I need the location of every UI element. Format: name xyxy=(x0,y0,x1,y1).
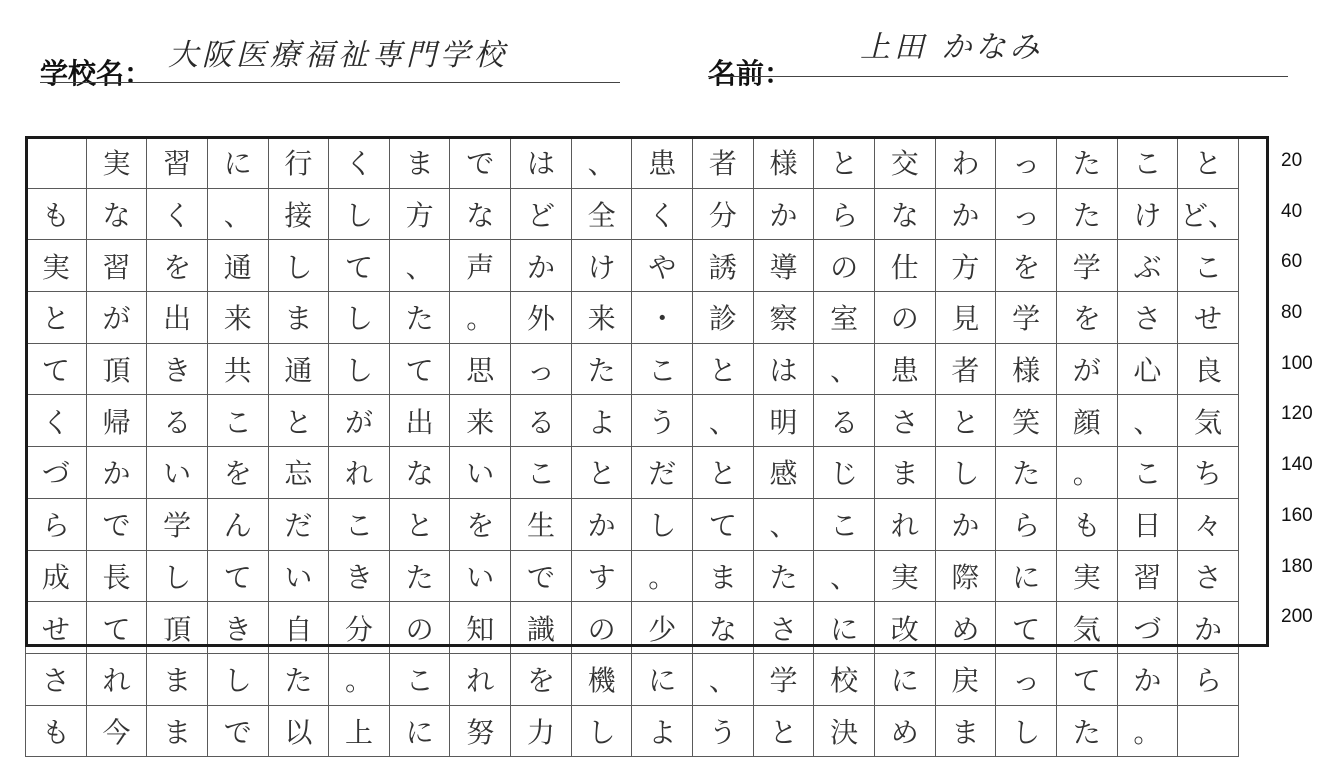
grid-cell: 心 xyxy=(1117,343,1178,395)
grid-cell: も xyxy=(26,705,87,757)
grid-cell: と xyxy=(571,447,632,499)
grid-cell: 、 xyxy=(693,395,754,447)
grid-cell: め xyxy=(874,705,935,757)
char-count-label: 120 xyxy=(1281,403,1313,425)
grid-cell: せ xyxy=(1178,292,1239,344)
grid-cell: い xyxy=(147,447,208,499)
grid-cell: ら xyxy=(26,498,87,550)
grid-cell: 来 xyxy=(450,395,511,447)
grid-cell: 見 xyxy=(935,292,996,344)
grid-cell: で xyxy=(86,498,147,550)
grid-cell: れ xyxy=(329,447,390,499)
grid-cell: で xyxy=(511,550,572,602)
grid-cell: に xyxy=(632,653,693,705)
grid-row xyxy=(26,240,1239,292)
grid-cell: 頂 xyxy=(147,602,208,654)
grid-cell: 来 xyxy=(207,292,268,344)
grid-cell: こ xyxy=(632,343,693,395)
grid-cell: い xyxy=(450,550,511,602)
grid-cell: 学 xyxy=(753,653,814,705)
grid-cell: 患 xyxy=(874,343,935,395)
grid-cell: こ xyxy=(1178,240,1239,292)
grid-cell: な xyxy=(693,602,754,654)
grid-cell: し xyxy=(329,343,390,395)
grid-cell: だ xyxy=(268,498,329,550)
grid-cell: こ xyxy=(1117,137,1178,189)
grid-cell: と xyxy=(268,395,329,447)
grid-cell: 。 xyxy=(1117,705,1178,757)
grid-cell: し xyxy=(147,550,208,602)
grid-cell: 実 xyxy=(26,240,87,292)
grid-cell: し xyxy=(571,705,632,757)
grid-cell: 行 xyxy=(268,137,329,189)
grid-cell: 出 xyxy=(389,395,450,447)
grid-cell: た xyxy=(1056,137,1117,189)
grid-cell: 分 xyxy=(693,188,754,240)
grid-cell: は xyxy=(511,137,572,189)
grid-cell: 以 xyxy=(268,705,329,757)
grid-cell: 共 xyxy=(207,343,268,395)
grid-cell: 診 xyxy=(693,292,754,344)
grid-cell: 改 xyxy=(874,602,935,654)
grid-cell: め xyxy=(935,602,996,654)
grid-cell: う xyxy=(632,395,693,447)
grid-cell: か xyxy=(935,188,996,240)
grid-cell: ん xyxy=(207,498,268,550)
grid-cell: い xyxy=(268,550,329,602)
grid-cell: し xyxy=(329,292,390,344)
grid-cell: る xyxy=(814,395,875,447)
grid-cell: 者 xyxy=(935,343,996,395)
grid-cell: て xyxy=(389,343,450,395)
grid-cell: も xyxy=(1056,498,1117,550)
grid-cell: ち xyxy=(1178,447,1239,499)
grid-cell: だ xyxy=(632,447,693,499)
grid-cell: 々 xyxy=(1178,498,1239,550)
grid-cell: づ xyxy=(1117,602,1178,654)
grid-cell: さ xyxy=(874,395,935,447)
grid-cell: ま xyxy=(268,292,329,344)
grid-cell: こ xyxy=(511,447,572,499)
grid-cell: た xyxy=(753,550,814,602)
grid-cell: ま xyxy=(389,137,450,189)
grid-cell: 接 xyxy=(268,188,329,240)
grid-cell: か xyxy=(1117,653,1178,705)
grid-cell: も xyxy=(26,188,87,240)
grid-cell: ま xyxy=(693,550,754,602)
grid-cell: な xyxy=(874,188,935,240)
grid-cell: 知 xyxy=(450,602,511,654)
grid-cell: ま xyxy=(147,705,208,757)
grid-cell: は xyxy=(753,343,814,395)
grid-cell: ど、 xyxy=(1178,188,1239,240)
grid-cell: を xyxy=(511,653,572,705)
grid-cell: が xyxy=(1056,343,1117,395)
char-count-label: 160 xyxy=(1281,504,1313,526)
grid-cell: 導 xyxy=(753,240,814,292)
grid-cell: し xyxy=(207,653,268,705)
grid-cell: る xyxy=(511,395,572,447)
grid-cell: け xyxy=(1117,188,1178,240)
grid-cell: く xyxy=(147,188,208,240)
grid-cell: 察 xyxy=(753,292,814,344)
char-count-label: 180 xyxy=(1281,555,1313,577)
grid-cell: か xyxy=(571,498,632,550)
grid-cell: こ xyxy=(207,395,268,447)
grid-cell: せ xyxy=(26,602,87,654)
grid-cell: い xyxy=(450,447,511,499)
grid-cell: の xyxy=(814,240,875,292)
grid-cell: け xyxy=(571,240,632,292)
grid-cell: 機 xyxy=(571,653,632,705)
grid-cell: 気 xyxy=(1178,395,1239,447)
grid-cell: ら xyxy=(1178,653,1239,705)
grid-cell: 、 xyxy=(814,343,875,395)
grid-cell: さ xyxy=(753,602,814,654)
grid-cell: を xyxy=(1056,292,1117,344)
grid-cell: 努 xyxy=(450,705,511,757)
grid-cell: 識 xyxy=(511,602,572,654)
grid-cell xyxy=(26,137,87,189)
grid-cell: よ xyxy=(632,705,693,757)
grid-cell: 顔 xyxy=(1056,395,1117,447)
grid-cell: こ xyxy=(1117,447,1178,499)
grid-cell: 方 xyxy=(935,240,996,292)
char-count-label: 80 xyxy=(1281,302,1303,324)
grid-cell: れ xyxy=(86,653,147,705)
grid-row xyxy=(26,343,1239,395)
school-name-underline xyxy=(40,82,620,83)
grid-cell: 、 xyxy=(389,240,450,292)
grid-cell: 気 xyxy=(1056,602,1117,654)
grid-cell: こ xyxy=(329,498,390,550)
grid-cell: 、 xyxy=(753,498,814,550)
grid-cell: さ xyxy=(1178,550,1239,602)
grid-cell: 学 xyxy=(996,292,1057,344)
grid-cell: と xyxy=(693,343,754,395)
grid-cell: 生 xyxy=(511,498,572,550)
manuscript-grid xyxy=(25,136,1239,757)
grid-cell: 、 xyxy=(207,188,268,240)
student-name-underline xyxy=(708,76,1288,77)
grid-cell: た xyxy=(1056,705,1117,757)
grid-cell: の xyxy=(571,602,632,654)
grid-cell: 思 xyxy=(450,343,511,395)
grid-cell: こ xyxy=(814,498,875,550)
grid-cell: 。 xyxy=(1056,447,1117,499)
char-count-label: 20 xyxy=(1281,150,1303,171)
grid-cell: 交 xyxy=(874,137,935,189)
grid-row xyxy=(26,653,1239,705)
grid-cell: や xyxy=(632,240,693,292)
grid-cell: ど xyxy=(511,188,572,240)
grid-cell: 自 xyxy=(268,602,329,654)
grid-cell: す xyxy=(571,550,632,602)
grid-cell: に xyxy=(207,137,268,189)
char-count-label: 200 xyxy=(1281,606,1313,628)
grid-cell: 明 xyxy=(753,395,814,447)
grid-cell: っ xyxy=(511,343,572,395)
grid-cell: な xyxy=(450,188,511,240)
grid-cell: 。 xyxy=(450,292,511,344)
grid-cell: っ xyxy=(996,137,1057,189)
grid-cell: 、 xyxy=(571,137,632,189)
grid-cell: 声 xyxy=(450,240,511,292)
grid-cell: 様 xyxy=(996,343,1057,395)
grid-row xyxy=(26,292,1239,344)
grid-cell: て xyxy=(693,498,754,550)
student-name-label: 名前： xyxy=(708,57,793,90)
grid-cell: ま xyxy=(935,705,996,757)
grid-cell: ま xyxy=(147,653,208,705)
grid-row xyxy=(26,602,1239,654)
grid-row xyxy=(26,395,1239,447)
grid-cell: 誘 xyxy=(693,240,754,292)
grid-cell: 忘 xyxy=(268,447,329,499)
char-count-label: 60 xyxy=(1281,251,1303,273)
grid-cell: と xyxy=(753,705,814,757)
grid-cell: が xyxy=(329,395,390,447)
grid-cell: 、 xyxy=(693,653,754,705)
grid-cell: に xyxy=(996,550,1057,602)
grid-cell: わ xyxy=(935,137,996,189)
grid-cell: 習 xyxy=(147,137,208,189)
grid-cell: た xyxy=(1056,188,1117,240)
grid-cell: ら xyxy=(996,498,1057,550)
grid-cell: な xyxy=(86,188,147,240)
grid-cell: 成 xyxy=(26,550,87,602)
grid-cell: 様 xyxy=(753,137,814,189)
grid-row xyxy=(26,705,1239,757)
grid-cell: 。 xyxy=(329,653,390,705)
grid-cell: に xyxy=(814,602,875,654)
grid-cell: き xyxy=(147,343,208,395)
grid-cell: 。 xyxy=(632,550,693,602)
grid-cell: 帰 xyxy=(86,395,147,447)
grid-cell: と xyxy=(1178,137,1239,189)
grid-cell: 際 xyxy=(935,550,996,602)
grid-cell: か xyxy=(935,498,996,550)
grid-cell: 今 xyxy=(86,705,147,757)
grid-cell: う xyxy=(693,705,754,757)
grid-cell: し xyxy=(996,705,1057,757)
grid-cell: 感 xyxy=(753,447,814,499)
grid-cell: じ xyxy=(814,447,875,499)
grid-cell: 学 xyxy=(1056,240,1117,292)
grid-cell: な xyxy=(389,447,450,499)
grid-cell: 上 xyxy=(329,705,390,757)
grid-cell: に xyxy=(874,653,935,705)
student-name-value: 上田 かなみ xyxy=(860,30,1044,65)
char-count-column xyxy=(1281,136,1313,643)
grid-cell: れ xyxy=(874,498,935,550)
grid-cell: 方 xyxy=(389,188,450,240)
grid-row xyxy=(26,498,1239,550)
grid-cell: づ xyxy=(26,447,87,499)
grid-cell: と xyxy=(814,137,875,189)
grid-cell: っ xyxy=(996,188,1057,240)
grid-cell: よ xyxy=(571,395,632,447)
grid-cell: 、 xyxy=(814,550,875,602)
grid-cell: 習 xyxy=(1117,550,1178,602)
grid-cell: を xyxy=(147,240,208,292)
grid-cell: 、 xyxy=(1117,395,1178,447)
grid-cell: 者 xyxy=(693,137,754,189)
grid-cell: ま xyxy=(874,447,935,499)
grid-cell: 分 xyxy=(329,602,390,654)
grid-cell: と xyxy=(935,395,996,447)
grid-cell: さ xyxy=(26,653,87,705)
char-count-label: 140 xyxy=(1281,454,1313,476)
grid-cell: 長 xyxy=(86,550,147,602)
grid-cell: か xyxy=(511,240,572,292)
grid-cell: く xyxy=(632,188,693,240)
grid-cell: る xyxy=(147,395,208,447)
grid-cell: き xyxy=(329,550,390,602)
grid-cell: 力 xyxy=(511,705,572,757)
grid-cell: て xyxy=(996,602,1057,654)
grid-cell: っ xyxy=(996,653,1057,705)
grid-cell: と xyxy=(389,498,450,550)
grid-cell: 笑 xyxy=(996,395,1057,447)
grid-cell: し xyxy=(268,240,329,292)
grid-cell: れ xyxy=(450,653,511,705)
grid-cell: た xyxy=(268,653,329,705)
grid-cell: て xyxy=(86,602,147,654)
grid-cell: 日 xyxy=(1117,498,1178,550)
grid-cell: 習 xyxy=(86,240,147,292)
grid-cell: ぶ xyxy=(1117,240,1178,292)
grid-cell: で xyxy=(450,137,511,189)
grid-cell: 来 xyxy=(571,292,632,344)
grid-cell: た xyxy=(996,447,1057,499)
grid-cell: た xyxy=(571,343,632,395)
grid-row xyxy=(26,188,1239,240)
grid-cell: 戻 xyxy=(935,653,996,705)
grid-cell: 室 xyxy=(814,292,875,344)
grid-cell: を xyxy=(450,498,511,550)
grid-cell: て xyxy=(26,343,87,395)
grid-row xyxy=(26,550,1239,602)
grid-cell: 頂 xyxy=(86,343,147,395)
grid-cell: が xyxy=(86,292,147,344)
grid-cell xyxy=(1178,705,1239,757)
school-name-value: 大阪医療福祉専門学校 xyxy=(168,38,508,73)
grid-cell: か xyxy=(86,447,147,499)
grid-cell: て xyxy=(207,550,268,602)
school-name-label: 学校名： xyxy=(40,57,153,90)
grid-cell: の xyxy=(389,602,450,654)
grid-cell: 通 xyxy=(268,343,329,395)
grid-cell: く xyxy=(26,395,87,447)
grid-cell: 仕 xyxy=(874,240,935,292)
grid-cell: に xyxy=(389,705,450,757)
grid-cell: 患 xyxy=(632,137,693,189)
grid-cell: し xyxy=(632,498,693,550)
grid-cell: さ xyxy=(1117,292,1178,344)
grid-cell: き xyxy=(207,602,268,654)
char-count-label: 100 xyxy=(1281,352,1313,374)
grid-cell: 出 xyxy=(147,292,208,344)
grid-cell: と xyxy=(26,292,87,344)
grid-cell: か xyxy=(1178,602,1239,654)
grid-cell: 全 xyxy=(571,188,632,240)
grid-cell: 実 xyxy=(86,137,147,189)
grid-cell: し xyxy=(329,188,390,240)
grid-cell: ・ xyxy=(632,292,693,344)
grid-cell: の xyxy=(874,292,935,344)
grid-cell: を xyxy=(996,240,1057,292)
grid-cell: 実 xyxy=(1056,550,1117,602)
grid-cell: と xyxy=(693,447,754,499)
grid-row xyxy=(26,447,1239,499)
grid-cell: た xyxy=(389,292,450,344)
grid-row xyxy=(26,137,1239,189)
grid-cell: こ xyxy=(389,653,450,705)
grid-cell: た xyxy=(389,550,450,602)
grid-cell: 学 xyxy=(147,498,208,550)
grid-cell: 良 xyxy=(1178,343,1239,395)
grid-cell: 決 xyxy=(814,705,875,757)
grid-cell: 少 xyxy=(632,602,693,654)
grid-cell: ら xyxy=(814,188,875,240)
grid-cell: て xyxy=(329,240,390,292)
grid-cell: 通 xyxy=(207,240,268,292)
grid-cell: て xyxy=(1056,653,1117,705)
char-count-label: 40 xyxy=(1281,200,1303,222)
grid-cell: か xyxy=(753,188,814,240)
grid-cell: 実 xyxy=(874,550,935,602)
grid-cell: 外 xyxy=(511,292,572,344)
grid-cell: し xyxy=(935,447,996,499)
grid-cell: く xyxy=(329,137,390,189)
grid-cell: 校 xyxy=(814,653,875,705)
grid-cell: で xyxy=(207,705,268,757)
grid-cell: を xyxy=(207,447,268,499)
